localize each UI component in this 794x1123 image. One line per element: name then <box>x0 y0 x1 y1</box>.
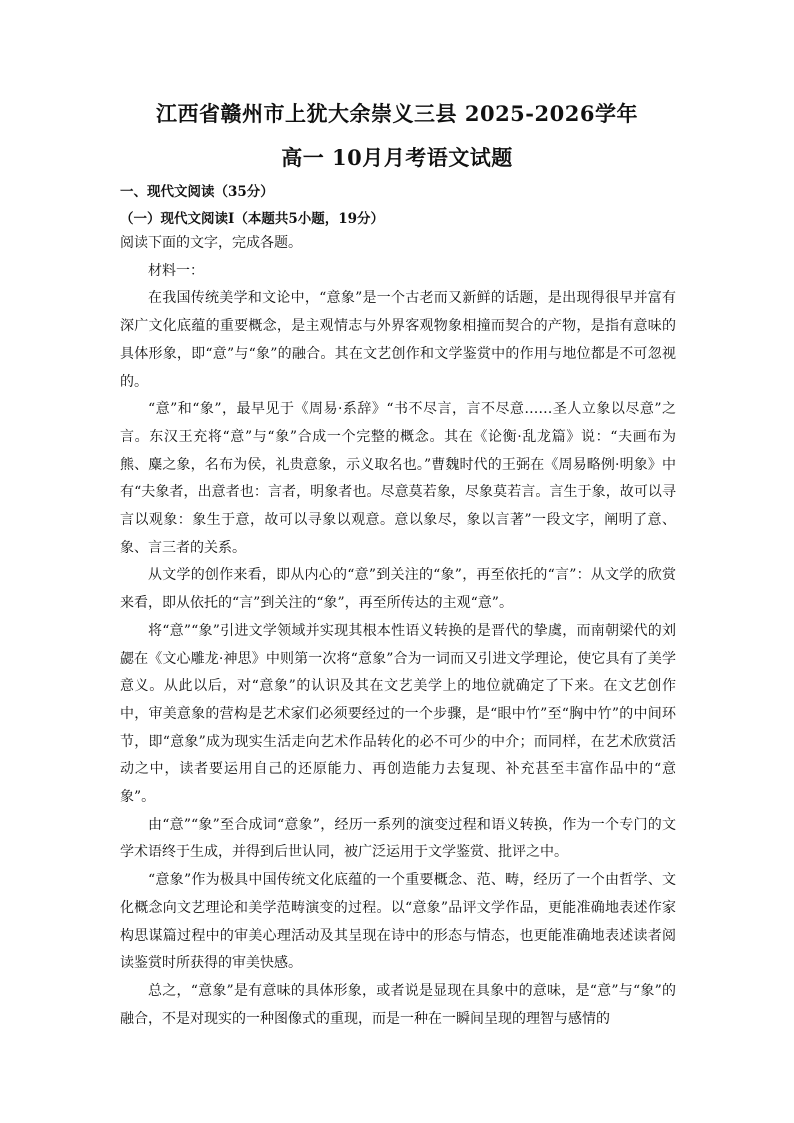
document-title-line-1: 江西省赣州市上犹大余崇义三县 2025-2026学年 <box>156 101 638 126</box>
passage-paragraph: 总之，“意象”是有意味的具体形象，或者说是显现在具象中的意味，是“意”与“象”的融合，不是对现实的一种图像式的重现，而是一种在一瞬间呈现的理智与感情的 <box>120 982 676 1027</box>
passage-paragraph: 将“意”“象”引进文学领域并实现其根本性语义转换的是晋代的挚虞，而南朝梁代的刘勰在《文心雕龙·神思》中则第一次将“意象”合为一词而又引进文学理论，使它具有了美学意义。从此以后，对“意象”的认识及其在文艺美学上的地位就确定了下来。在文艺创作中，审美意象的营构是艺术家们必须要经过的一个步骤，是“眼中竹”至“胸中竹”的中间环节，即“意象”成为现实生活走向艺术作品转化的必不可少的中介；而同样，在艺术欣赏活动之中，读者要运用自己的还原能力、再创造能力去复现、补充甚至丰富作品中的“意象”。 <box>120 622 676 806</box>
reading-passage <box>120 230 676 1033</box>
material-label: 材料一： <box>148 262 204 279</box>
passage-paragraph: 由“意”“象”至合成词“意象”，经历一系列的演变过程和语义转换，作为一个专门的文学术语终于生成，并得到后世认同，被广泛运用于文学鉴赏、批评之中。 <box>120 816 676 861</box>
passage-paragraph: 在我国传统美学和文论中，“意象”是一个古老而又新鲜的话题，是出现得很早并富有深广文化底蕴的重要概念，是主观情志与外界客观物象相撞而契合的产物，是指有意味的具体形象，即“意”与“象”的融合。其在文艺创作和文学鉴赏中的作用与地位都是不可忽视的。 <box>120 290 676 390</box>
document-title-line-2: 高一 10月月考语文试题 <box>281 145 513 170</box>
instruction-text: 阅读下面的文字，完成各题。 <box>120 235 302 251</box>
section-heading: 一、现代文阅读（35分） <box>120 184 274 200</box>
passage-paragraph: 从文学的创作来看，即从内心的“意”到关注的“象”，再至依托的“言”：从文学的欣赏来看，即从依托的“言”到关注的“象”，再至所传达的主观“意”。 <box>120 567 676 612</box>
section-subheading: （一）现代文阅读Ⅰ（本题共5小题，19分） <box>120 211 384 227</box>
passage-paragraph: “意象”作为极具中国传统文化底蕴的一个重要概念、范、畴，经历了一个由哲学、文化概念向文艺理论和美学范畴演变的过程。以“意象”品评文学作品，更能准确地表述作家构思谋篇过程中的审美心理活动及其呈现在诗中的形态与情态，也更能准确地表述读者阅读鉴赏时所获得的审美快感。 <box>120 872 676 972</box>
passage-paragraph: “意”和“象”，最早见于《周易·系辞》“书不尽言，言不尽意……圣人立象以尽意”之言。东汉王充将“意”与“象”合成一个完整的概念。其在《论衡·乱龙篇》说：“夫画布为熊、麋之象，名布为侯，礼贵意象，示义取名也。”曹魏时代的王弼在《周易略例·明象》中有“夫象者，出意者也：言者，明象者也。尽意莫若象，尽象莫若言。言生于象，故可以寻言以观象：象生于意，故可以寻象以观意。意以象尽，象以言著”一段文字，阐明了意、象、言三者的关系。 <box>120 401 676 556</box>
